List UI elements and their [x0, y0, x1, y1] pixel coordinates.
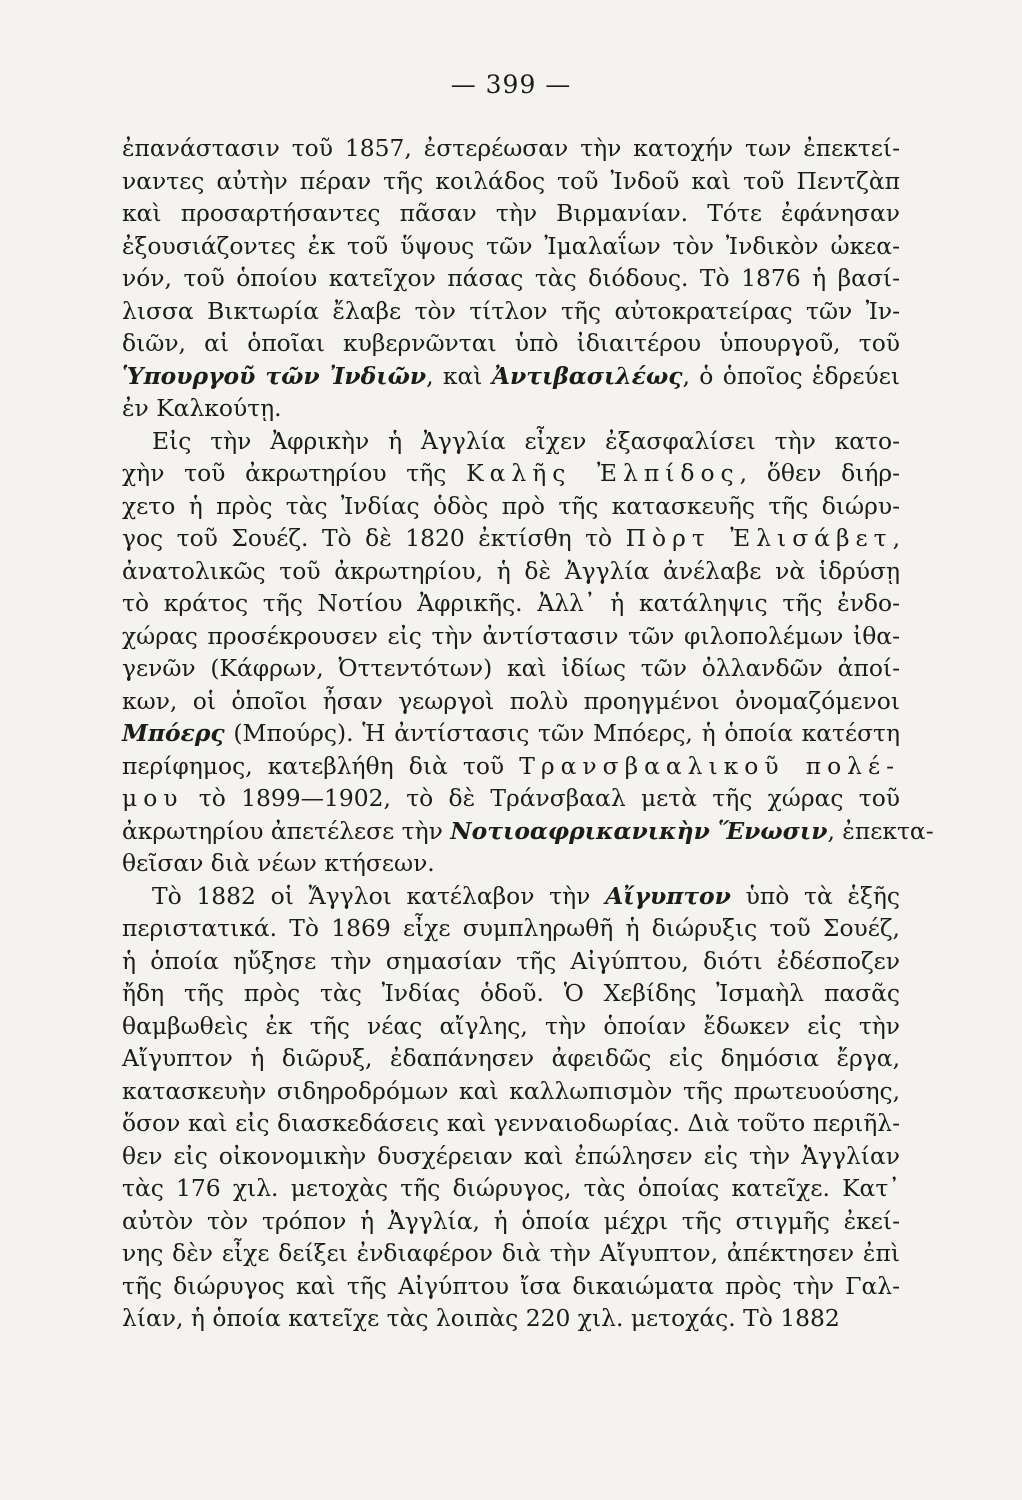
text-line [122, 750, 900, 783]
text-segment: , καὶ [426, 361, 492, 390]
text-line [122, 847, 900, 880]
text-segment: τῆς διώρυγος καὶ τῆς Αἰγύπτου ἴσα δικαιώματα πρὸς τὴν Γαλ- [122, 1271, 900, 1300]
text-line [122, 652, 900, 685]
text-line [122, 490, 900, 523]
text-segment: περίφημος, κατεβλήθη διὰ τοῦ [122, 751, 520, 780]
text-segment: , ἐπεκτα- [827, 816, 934, 845]
text-segment: Εἰς τὴν Ἀφρικὴν ἡ Ἀγγλία εἶχεν ἐξασφαλίσει τὴν κατο- [152, 426, 900, 455]
text-segment: λίαν, ἡ ὁποία κατεῖχε τὰς λοιπὰς 220 χιλ. μετοχάς. Τὸ 1882 [122, 1304, 840, 1332]
text-line [122, 1172, 900, 1205]
text-line [122, 1010, 900, 1043]
text-segment: ἤδη τῆς πρὸς τὰς Ἰνδίας ὁδοῦ. Ὁ Χεβίδης Ἰσμαὴλ πασᾶς [122, 979, 900, 1007]
text-line [122, 295, 900, 328]
text-segment: Αἴγυπτον ἡ διῶρυξ, ἐδαπάνησεν ἀφειδῶς εἰς δημόσια ἔργα, [122, 1044, 900, 1072]
emphasized-term: Μπόερς [122, 719, 225, 747]
text-line [122, 522, 900, 555]
text-segment: ἐξουσιάζοντες ἐκ τοῦ ὕψους τῶν Ἰμαλαΐων τὸν Ἰνδικὸν ὠκεα- [122, 231, 900, 260]
text-line [122, 262, 900, 295]
text-line [122, 685, 900, 718]
text-segment: ἐπανάστασιν τοῦ 1857, ἐστερέωσαν τὴν κατοχήν των ἐπεκτεί- [122, 134, 900, 162]
text-line [122, 587, 900, 620]
text-segment: ὑπὸ τὰ ἑξῆς [730, 881, 900, 910]
text-line [122, 620, 900, 653]
text-segment: τὸ 1899—1902, τὸ δὲ Τράνσβααλ μετὰ τῆς χώρας τοῦ [183, 784, 900, 812]
text-segment: νης δὲν εἶχε δείξει ἐνδιαφέρον διὰ τὴν Αἴγυπτον, ἀπέκτησεν ἐπὶ [122, 1239, 900, 1267]
text-line [122, 1237, 900, 1270]
text-line [122, 132, 900, 165]
text-line [122, 1107, 900, 1140]
text-line [122, 717, 900, 750]
text-segment: τὸ κράτος τῆς Νοτίου Ἀφρικῆς. Ἀλλ᾽ ἡ κατάληψις τῆς ἐνδο- [122, 589, 900, 617]
emphasized-term: Αἴγυπτον [605, 881, 731, 910]
text-line [122, 977, 900, 1010]
page-number: — 399 — [450, 70, 572, 99]
text-line [122, 360, 900, 393]
spaced-term: Τρανσβααλικοῦ πολέ- [519, 751, 900, 780]
paragraph [122, 880, 900, 1335]
text-segment: περιστατικά. Τὸ 1869 εἶχε συμπληρωθῆ ἡ διώρυξις τοῦ Σουέζ, [122, 914, 900, 942]
text-line [122, 165, 900, 198]
text-line [122, 945, 900, 978]
paragraph [122, 132, 900, 425]
text-line [122, 815, 934, 848]
spaced-term: μου [122, 784, 184, 812]
text-segment: χὴν τοῦ ἀκρωτηρίου τῆς [122, 459, 467, 487]
text-segment: λισσα Βικτωρία ἔλαβε τὸν τίτλον τῆς αὐτοκρατείρας τῶν Ἰν- [122, 296, 900, 325]
text-segment: ὅσον καὶ εἰς διασκεδάσεις καὶ γενναιοδωρίας. Διὰ τοῦτο περιῆλ- [122, 1109, 900, 1137]
text-line [122, 197, 900, 230]
spaced-term: Πὸρτ Ἐλισάβετ [625, 524, 893, 552]
text-segment: , ὅθεν διήρ- [739, 459, 900, 487]
text-segment: θεν εἰς οἰκονομικὴν δυσχέρειαν καὶ ἐπώλησεν εἰς τὴν Ἀγγλίαν [122, 1141, 900, 1170]
emphasized-term: Ὑπουργοῦ τῶν Ἰνδιῶν [122, 361, 427, 390]
emphasized-term: Νοτιοαφρικανικὴν Ἕνωσιν [450, 816, 828, 845]
text-line [122, 1205, 900, 1238]
text-segment: ἀνατολικῶς τοῦ ἀκρωτηρίου, ἡ δὲ Ἀγγλία ἀνέλαβε νὰ ἱδρύσῃ [122, 556, 900, 585]
text-line [122, 392, 900, 425]
text-segment: , [892, 524, 900, 552]
text-segment: νόν, τοῦ ὁποίου κατεῖχον πάσας τὰς διόδους. Τὸ 1876 ἡ βασί- [122, 264, 900, 292]
text-line [122, 1270, 900, 1303]
text-segment: καὶ προσαρτήσαντες πᾶσαν τὴν Βιρμανίαν. Τότε ἐφάνησαν [122, 199, 900, 227]
text-line [122, 425, 900, 458]
text-line [122, 880, 900, 913]
spaced-term: Καλῆς Ἐλπίδος [466, 459, 740, 487]
text-segment: Τὸ 1882 οἱ Ἄγγλοι κατέλαβον τὴν [152, 881, 606, 910]
text-segment: γος τοῦ Σουέζ. Τὸ δὲ 1820 ἐκτίσθη τὸ [122, 524, 626, 552]
text-segment: θαμβωθεὶς ἐκ τῆς νέας αἴγλης, τὴν ὁποίαν ἔδωκεν εἰς τὴν [122, 1011, 900, 1040]
text-line [122, 1075, 900, 1108]
text-line [122, 327, 900, 360]
text-segment: χώρας προσέκρουσεν εἰς τὴν ἀντίστασιν τῶν φιλοπολέμων ἰθα- [122, 621, 900, 650]
text-line [122, 555, 900, 588]
text-line [122, 782, 900, 815]
text-segment: κατασκευὴν σιδηροδρόμων καὶ καλλωπισμὸν τῆς πρωτευούσης, [122, 1076, 900, 1105]
text-segment: χετο ἡ πρὸς τὰς Ἰνδίας ὁδὸς πρὸ τῆς κατασκευῆς τῆς διώρυ- [122, 491, 900, 520]
text-segment: , ὁ ὁποῖος ἑδρεύει [682, 361, 900, 390]
text-segment: ἡ ὁποία ηὔξησε τὴν σημασίαν τῆς Αἰγύπτου, διότι ἐδέσποζεν [122, 946, 900, 975]
text-segment: κων, οἱ ὁποῖοι ἦσαν γεωργοὶ πολὺ προηγμένοι ὀνομαζόμενοι [122, 686, 900, 715]
text-segment: θεῖσαν διὰ νέων κτήσεων. [122, 849, 435, 877]
text-line [122, 1042, 900, 1075]
text-segment: διῶν, αἱ ὁποῖαι κυβερνῶνται ὑπὸ ἰδιαιτέρου ὑπουργοῦ, τοῦ [122, 329, 900, 357]
text-segment: τὰς 176 χιλ. μετοχὰς τῆς διώρυγος, τὰς ὁποίας κατεῖχε. Κατ᾽ [122, 1174, 900, 1202]
text-segment: ἀκρωτηρίου ἀπετέλεσε τὴν [122, 816, 451, 845]
emphasized-term: Ἀντιβασιλέως [491, 361, 683, 390]
text-line [122, 912, 900, 945]
text-segment: γενῶν (Κάφρων, Ὀττεντότων) καὶ ἰδίως τῶν ὀλλανδῶν ἀποί- [122, 654, 900, 682]
text-segment: αὐτὸν τὸν τρόπον ἡ Ἀγγλία, ἡ ὁποία μέχρι τῆς στιγμῆς ἐκεί- [122, 1206, 900, 1235]
text-line [122, 1140, 900, 1173]
text-line [122, 457, 900, 490]
text-segment: ναντες αὐτὴν πέραν τῆς κοιλάδος τοῦ Ἰνδοῦ καὶ τοῦ Πεντζὰπ [122, 166, 900, 195]
text-segment: (Μπούρς). Ἡ ἀντίστασις τῶν Μπόερς, ἡ ὁποία κατέστη [224, 719, 900, 747]
text-segment: ἐν Καλκούτῃ. [122, 394, 282, 422]
text-line [122, 1302, 900, 1335]
text-line [122, 230, 900, 263]
paragraph [122, 425, 934, 880]
body-text [122, 132, 934, 1335]
